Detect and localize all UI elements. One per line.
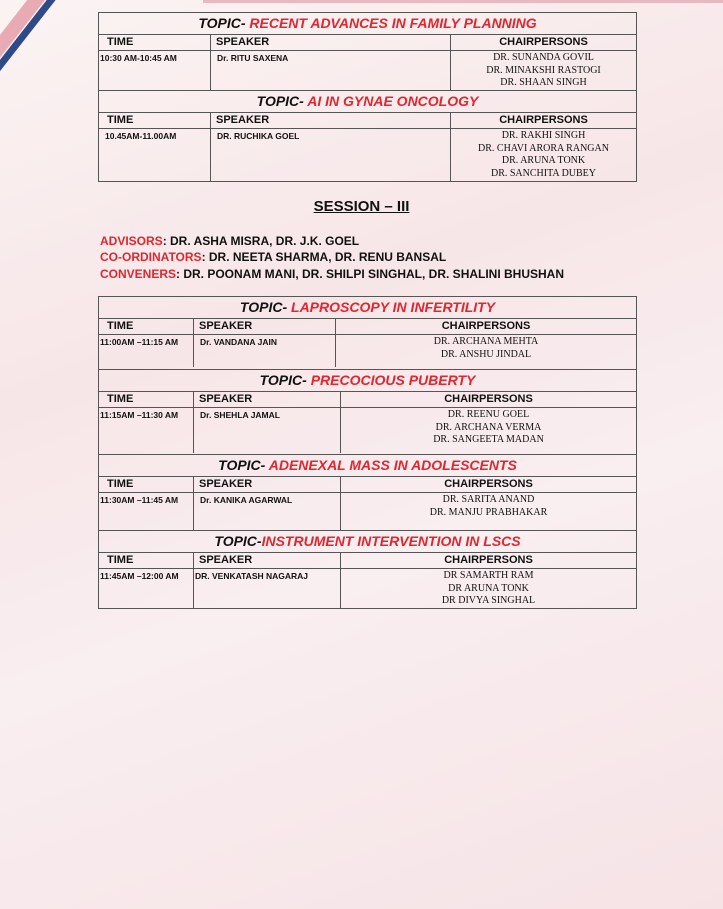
topic-heading: TOPIC- AI IN GYNAE ONCOLOGY (99, 91, 636, 113)
speaker-cell: Dr. VANDANA JAIN (194, 335, 336, 367)
table-row (99, 335, 636, 367)
topic-block-lscs (98, 530, 637, 609)
table-row (99, 569, 636, 608)
table-row (99, 51, 636, 90)
chairpersons-cell: DR. RAKHI SINGH DR. CHAVI ARORA RANGAN DR. ARUNA TONK DR. SANCHITA DUBEY (478, 130, 609, 179)
time-cell: 11:15AM –11:30 AM (99, 408, 194, 453)
topic-block-laproscopy (98, 296, 637, 370)
topic-heading: TOPIC- RECENT ADVANCES IN FAMILY PLANNING (99, 13, 636, 35)
topic-block-precocious (98, 369, 637, 455)
speaker-cell: Dr. KANIKA AGARWAL (194, 493, 341, 530)
topic-block-ai-gynae (98, 90, 637, 182)
top-decor-bar (203, 0, 723, 3)
speaker-cell: DR. VENKATASH NAGARAJ (194, 569, 341, 608)
time-cell: 11:45AM –12:00 AM (99, 569, 194, 608)
table-row (99, 408, 636, 453)
table-header: TIME SPEAKER CHAIRPERSONS (99, 477, 636, 493)
table-header: TIME SPEAKER CHAIRPERSONS (99, 553, 636, 569)
table-header: TIME SPEAKER CHAIRPERSONS (99, 113, 636, 129)
topic-heading: TOPIC- ADENEXAL MASS IN ADOLESCENTS (99, 455, 636, 477)
corner-decor-stripes (0, 0, 60, 80)
table-row (99, 493, 636, 530)
speaker-cell: DR. RUCHIKA GOEL (211, 129, 451, 181)
topic-heading: TOPIC- PRECOCIOUS PUBERTY (99, 370, 636, 392)
topic-block-adenexal (98, 454, 637, 531)
table-header: TIME SPEAKER CHAIRPERSONS (99, 35, 636, 51)
chairpersons-cell: DR. SARITA ANAND DR. MANJU PRABHAKAR (429, 494, 548, 518)
chairpersons-cell: DR SAMARTH RAM DR ARUNA TONK DR DIVYA SINGHAL (441, 570, 536, 606)
time-cell: 11:00AM –11:15 AM (99, 335, 194, 367)
table-header: TIME SPEAKER CHAIRPERSONS (99, 319, 636, 335)
advisors-line: ADVISORS: DR. ASHA MISRA, DR. J.K. GOEL (100, 234, 360, 248)
table-row (99, 129, 636, 181)
time-cell: 10:30 AM-10:45 AM (99, 51, 211, 90)
time-cell: 10.45AM-11.00AM (99, 129, 211, 181)
table-header: TIME SPEAKER CHAIRPERSONS (99, 392, 636, 408)
chairpersons-cell: DR. ARCHANA MEHTA DR. ANSHU JINDAL (433, 336, 539, 360)
speaker-cell: Dr. RITU SAXENA (211, 51, 451, 90)
speaker-cell: Dr. SHEHLA JAMAL (194, 408, 341, 453)
topic-block-family-planning (98, 12, 637, 91)
session-title: SESSION – III (313, 198, 410, 215)
time-cell: 11:30AM –11:45 AM (99, 493, 194, 530)
topic-heading: TOPIC-INSTRUMENT INTERVENTION IN LSCS (99, 531, 636, 553)
chairpersons-cell: DR. SUNANDA GOVIL DR. MINAKSHI RASTOGI DR. SHAAN SINGH (486, 52, 601, 88)
conveners-line: CONVENERS: DR. POONAM MANI, DR. SHILPI SINGHAL, DR. SHALINI BHUSHAN (100, 267, 565, 281)
chairpersons-cell: DR. REENU GOEL DR. ARCHANA VERMA DR. SANGEETA MADAN (433, 409, 544, 445)
coordinators-line: CO-ORDINATORS: DR. NEETA SHARMA, DR. RENU BANSAL (100, 250, 447, 264)
topic-heading: TOPIC- LAPROSCOPY IN INFERTILITY (99, 297, 636, 319)
